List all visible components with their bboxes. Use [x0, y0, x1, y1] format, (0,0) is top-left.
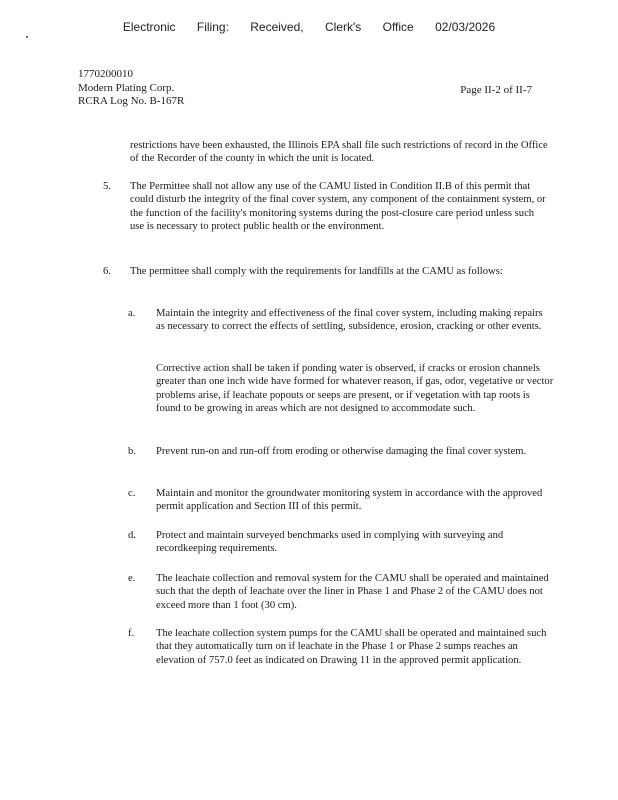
permit-number: 1770200010 [78, 68, 133, 80]
company-name: Modern Plating Corp. [78, 81, 175, 94]
item-6-text: The permittee shall comply with the requirements for landfills at the CAMU as follows: [130, 266, 503, 277]
subitem-f-label: f. [128, 628, 135, 639]
subitem-f-text: The leachate collection system pumps for the CAMU shall be operated and maintained such that they automatically turn on if leachate in the Phase 1 or Phase 2 sumps reaches an elevation of 757.0 feet as indicated on Drawing 11 in the approved permit application. [156, 628, 547, 666]
page-number: Page II-2 of II-7 [460, 84, 532, 96]
stamp-word-clerks: Clerk's [324, 20, 362, 34]
item-6-number: 6. [103, 266, 111, 277]
subitem-a-text: Maintain the integrity and effectiveness of the final cover system, including making repairs as necessary to correct the effects of settling, subsidence, erosion, cracking or other events. [156, 308, 543, 333]
item-5-text: The Permittee shall not allow any use of the CAMU listed in Condition II.B of this permit that could disturb the integrity of the final cover system, any component of the containment system, or the function of the facility's monitoring systems during the post-closure care period unless such use is necessary to protect public health or the environment. [130, 181, 546, 233]
subitem-b-text: Prevent run-on and run-off from eroding or otherwise damaging the final cover system. [156, 446, 527, 457]
log-number: RCRA Log No. B-167R [78, 95, 185, 107]
stamp-word-received: Received, [250, 20, 304, 34]
stamp-word-electronic: Electronic [122, 20, 176, 34]
subitem-e-text: The leachate collection and removal system for the CAMU shall be operated and maintained such that the depth of leachate over the liner in Phase 1 and Phase 2 of the CAMU does not exceed more than 1 foot (30 cm). [156, 573, 549, 611]
stamp-date: 02/03/2026 [435, 20, 496, 34]
continued-paragraph: restrictions have been exhausted, the Illinois EPA shall file such restrictions of record in the Office of the Recorder of the county in which the unit is located. [130, 140, 548, 165]
subitem-c-label: c. [128, 488, 136, 499]
subitem-a-corrective-action: Corrective action shall be taken if ponding water is observed, if cracks or erosion channels greater than one inch wide have formed for whatever reason, if gas, odor, vegetative or vector problems arise, if leachate popouts or seeps are present, or if vegetation with tap roots is found to be growing in areas which are not designed to accommodate such. [156, 363, 554, 415]
subitem-d-label: d. [128, 530, 136, 541]
subitem-d-text: Protect and maintain surveyed benchmarks used in complying with surveying and recordkeeping requirements. [156, 530, 504, 555]
subitem-a-label: a. [128, 308, 136, 319]
item-5-number: 5. [103, 181, 111, 192]
filing-stamp [0, 20, 618, 34]
subitem-e-label: e. [128, 573, 136, 584]
stamp-word-office: Office [382, 20, 414, 34]
scan-speck [26, 36, 28, 38]
stamp-word-filing: Filing: [196, 20, 229, 34]
document-header [78, 68, 184, 109]
subitem-c-text: Maintain and monitor the groundwater monitoring system in accordance with the approved permit application and Section III of this permit. [156, 488, 543, 513]
subitem-b-label: b. [128, 446, 136, 457]
